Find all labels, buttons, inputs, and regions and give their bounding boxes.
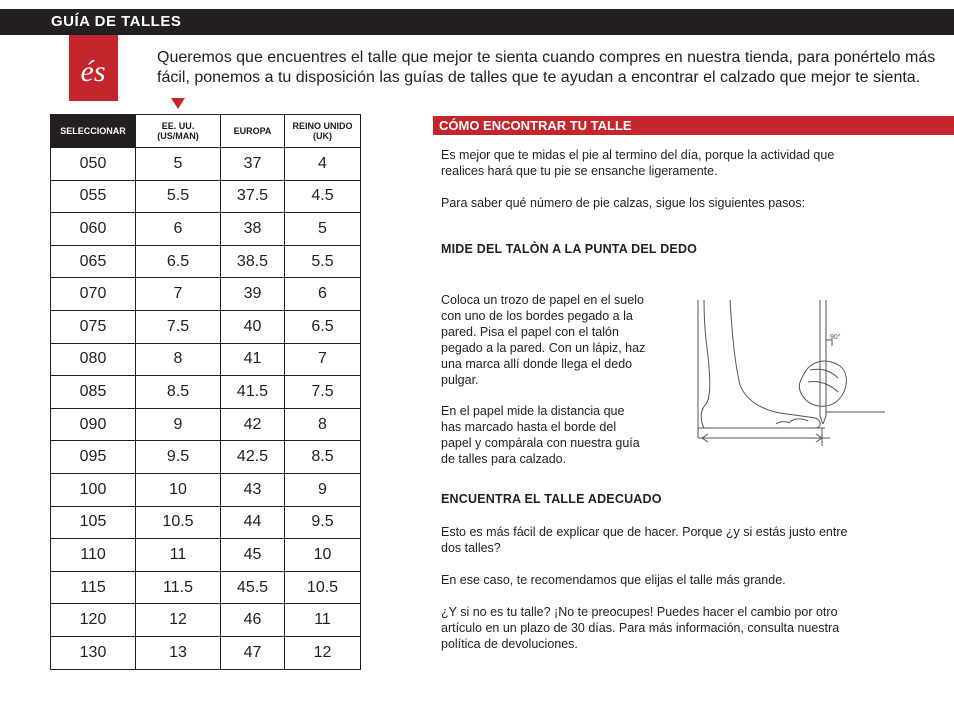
- size-uk-cell: 5.5: [285, 245, 361, 278]
- table-row[interactable]: [51, 245, 361, 278]
- paragraph-measure-1: Coloca un trozo de papel en el suelo con uno de los bordes pegado a la pared. Pisa el papel con el talón pegado a la pared. Con un lápiz, haz una marca allí donde llega el dedo pulgar.: [441, 293, 646, 387]
- size-select-cell[interactable]: 065: [51, 245, 136, 278]
- size-uk-cell: 6.5: [285, 310, 361, 343]
- size-eu-cell: 41.5: [221, 376, 285, 409]
- size-us-cell: 8: [136, 343, 221, 376]
- how-to-title: CÓMO ENCONTRAR TU TALLE: [439, 118, 632, 133]
- table-row[interactable]: [51, 213, 361, 246]
- size-select-cell[interactable]: 075: [51, 310, 136, 343]
- size-uk-cell: 11: [285, 604, 361, 637]
- size-us-cell: 9: [136, 408, 221, 441]
- table-row[interactable]: [51, 148, 361, 181]
- table-row[interactable]: [51, 278, 361, 311]
- header-bar: [0, 9, 954, 35]
- table-row[interactable]: [51, 441, 361, 474]
- size-table-header: [51, 115, 361, 148]
- size-eu-cell: 42.5: [221, 441, 285, 474]
- size-uk-cell: 4.5: [285, 180, 361, 213]
- size-eu-cell: 44: [221, 506, 285, 539]
- heading-measure: MIDE DEL TALÒN A LA PUNTA DEL DEDO: [441, 242, 698, 256]
- paragraph-returns: ¿Y si no es tu talle? ¡No te preocupes! Puedes hacer el cambio por otro artículo en un plazo de 30 días. Para más información, consulta nuestra política de devoluciones.: [441, 605, 840, 651]
- size-us-cell: 5.5: [136, 180, 221, 213]
- size-us-cell: 12: [136, 604, 221, 637]
- size-table: [50, 114, 361, 670]
- intro-text: Queremos que encuentres el talle que mejor te sienta cuando compres en nuestra tienda, para ponértelo más fácil, ponemos a tu disposición las guías de talles que te ayudan a encontrar el calzado que mejor te sienta.: [157, 49, 936, 86]
- size-uk-cell: 7: [285, 343, 361, 376]
- column-header-select: SELECCIONAR: [51, 115, 136, 148]
- how-to-section-bar: [433, 116, 954, 135]
- table-row[interactable]: [51, 343, 361, 376]
- table-row[interactable]: [51, 473, 361, 506]
- paragraph-measure-2: En el papel mide la distancia que has marcado hasta el borde del papel y compárala con nuestra guía de talles para calzado.: [441, 404, 640, 466]
- size-eu-cell: 42: [221, 408, 285, 441]
- logo-text: és: [80, 55, 106, 88]
- size-uk-cell: 8.5: [285, 441, 361, 474]
- table-row[interactable]: [51, 539, 361, 572]
- size-eu-cell: 43: [221, 473, 285, 506]
- size-us-cell: 6.5: [136, 245, 221, 278]
- size-eu-cell: 39: [221, 278, 285, 311]
- foot-measure-illustration: [690, 300, 890, 450]
- column-header-eu: EUROPA: [221, 115, 285, 148]
- size-us-cell: 13: [136, 636, 221, 669]
- size-eu-cell: 38: [221, 213, 285, 246]
- size-us-cell: 11.5: [136, 571, 221, 604]
- size-us-cell: 8.5: [136, 376, 221, 409]
- angle-label: 90°: [830, 334, 841, 341]
- table-row[interactable]: [51, 310, 361, 343]
- size-uk-cell: 12: [285, 636, 361, 669]
- size-uk-cell: 9: [285, 473, 361, 506]
- size-select-cell[interactable]: 120: [51, 604, 136, 637]
- size-select-cell[interactable]: 080: [51, 343, 136, 376]
- table-row[interactable]: [51, 506, 361, 539]
- table-row[interactable]: [51, 571, 361, 604]
- size-select-cell[interactable]: 105: [51, 506, 136, 539]
- size-select-cell[interactable]: 085: [51, 376, 136, 409]
- size-uk-cell: 5: [285, 213, 361, 246]
- size-us-cell: 7: [136, 278, 221, 311]
- size-select-cell[interactable]: 110: [51, 539, 136, 572]
- heading-find-size: ENCUENTRA EL TALLE ADECUADO: [441, 492, 662, 506]
- size-select-cell[interactable]: 100: [51, 473, 136, 506]
- table-row[interactable]: [51, 604, 361, 637]
- size-eu-cell: 47: [221, 636, 285, 669]
- paragraph-steps: Para saber qué número de pie calzas, sigue los siguientes pasos:: [441, 196, 806, 210]
- table-row[interactable]: [51, 180, 361, 213]
- size-uk-cell: 10: [285, 539, 361, 572]
- column-header-uk: REINO UNIDO (UK): [285, 115, 361, 148]
- size-us-cell: 9.5: [136, 441, 221, 474]
- size-us-cell: 11: [136, 539, 221, 572]
- size-select-cell[interactable]: 130: [51, 636, 136, 669]
- size-us-cell: 10: [136, 473, 221, 506]
- size-us-cell: 10.5: [136, 506, 221, 539]
- size-select-cell[interactable]: 095: [51, 441, 136, 474]
- size-uk-cell: 9.5: [285, 506, 361, 539]
- paragraph-intro: Es mejor que te midas el pie al termino del día, porque la actividad que realices hará que tu pie se ensanche ligeramente.: [441, 148, 835, 178]
- size-us-cell: 7.5: [136, 310, 221, 343]
- size-us-cell: 5: [136, 148, 221, 181]
- size-select-cell[interactable]: 070: [51, 278, 136, 311]
- column-header-us: EE. UU. (US/MAN): [136, 115, 221, 148]
- size-select-cell[interactable]: 060: [51, 213, 136, 246]
- size-eu-cell: 46: [221, 604, 285, 637]
- size-uk-cell: 10.5: [285, 571, 361, 604]
- size-select-cell[interactable]: 050: [51, 148, 136, 181]
- brand-logo: [69, 35, 118, 101]
- size-eu-cell: 45: [221, 539, 285, 572]
- paragraph-recommend: En ese caso, te recomendamos que elijas el talle más grande.: [441, 573, 786, 587]
- size-uk-cell: 7.5: [285, 376, 361, 409]
- table-row[interactable]: [51, 408, 361, 441]
- arrow-down-icon: [171, 98, 185, 109]
- size-select-cell[interactable]: 055: [51, 180, 136, 213]
- size-select-cell[interactable]: 090: [51, 408, 136, 441]
- size-uk-cell: 4: [285, 148, 361, 181]
- size-eu-cell: 37.5: [221, 180, 285, 213]
- size-uk-cell: 6: [285, 278, 361, 311]
- size-eu-cell: 41: [221, 343, 285, 376]
- size-eu-cell: 40: [221, 310, 285, 343]
- size-uk-cell: 8: [285, 408, 361, 441]
- page-title: GUÍA DE TALLES: [51, 13, 182, 30]
- size-us-cell: 6: [136, 213, 221, 246]
- size-eu-cell: 38.5: [221, 245, 285, 278]
- paragraph-between-sizes: Esto es más fácil de explicar que de hacer. Porque ¿y si estás justo entre dos talles?: [441, 525, 848, 555]
- table-row[interactable]: [51, 376, 361, 409]
- size-eu-cell: 37: [221, 148, 285, 181]
- size-select-cell[interactable]: 115: [51, 571, 136, 604]
- table-row[interactable]: [51, 636, 361, 669]
- size-eu-cell: 45.5: [221, 571, 285, 604]
